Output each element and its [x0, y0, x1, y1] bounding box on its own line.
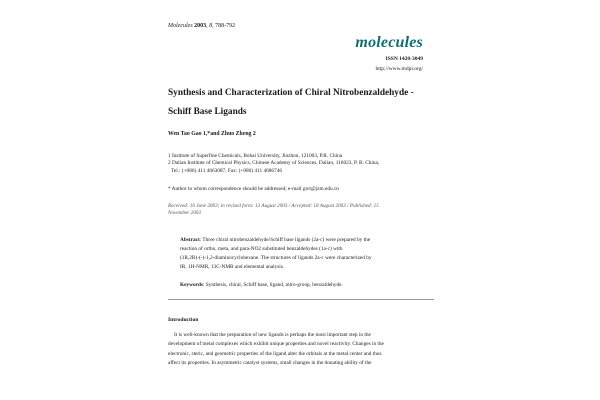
issn: ISSN 1420-3049	[385, 56, 423, 62]
journal-citation: Molecules 2003, 8, 788-792	[168, 23, 236, 29]
journal-name: Molecules	[168, 23, 193, 29]
abstract-line: reaction of ortho, meta, and para-NO2 substituted benzaldehydes (1a-c) with	[180, 246, 343, 252]
dates-line: November 2003	[168, 210, 201, 217]
abstract-line: : Three chiral nitrobenzaldehyde/Schiff base ligands (2a-c) were prepared by the	[199, 237, 371, 243]
affiliations	[168, 153, 434, 175]
abstract-line: (1R,2R)-(-)-1,2-diaminocyclohexane. The structures of ligands 2a-c were characterized by	[180, 255, 372, 261]
journal-pages: 788-792	[215, 23, 236, 29]
abstract-line: IR, 1H-NMR, 13C-NMR and elemental analysis.	[180, 264, 285, 270]
abstract-label: Abstract	[180, 237, 200, 243]
title-line: Synthesis and Characterization of Chiral Nitrobenzaldehyde -	[168, 88, 414, 98]
journal-logo: molecules	[355, 34, 423, 51]
introduction-body	[168, 331, 434, 369]
journal-year: 2003	[194, 23, 207, 29]
introduction-heading: Introduction	[168, 317, 199, 323]
authors: Wen Tao Gao 1,*and Zhuo Zheng 2	[168, 131, 256, 137]
abstract	[180, 236, 424, 272]
section-divider	[168, 299, 434, 300]
affiliation-line: 2 Dalian Institute of Chemical Physics, Chinese Academy of Sciences, Dalian, 116023, P. R. China,	[168, 160, 380, 167]
keywords-label: Keywords	[180, 282, 203, 288]
journal-url[interactable]: http://www.mdpi.org/	[375, 66, 423, 72]
intro-line: It is well-known that the preparation of new ligands is perhaps the most important step in the	[174, 332, 371, 338]
keywords	[180, 282, 424, 288]
intro-line: affect its properties. In asymmetric catalyst systems, small changes in the donating ability of the	[168, 360, 372, 367]
keywords-text: : Synthesis, chiral, Schiff base, ligand, nitro-group, benzaldehyde.	[202, 282, 343, 288]
publication-dates	[168, 203, 434, 218]
intro-line: development of metal complexes which exhibit unique properties and novel reactivity. Changes in the	[168, 341, 384, 348]
affiliation-line: 1 Institute of Superfine Chemicals, Bohai University, Jinzhou, 121003, P.R. China	[168, 153, 343, 159]
journal-volume: 8,	[209, 23, 214, 29]
affiliation-line: Tel.: (+086) 411 4663087, Fax: (+086) 411 4686746	[171, 167, 282, 174]
intro-line: electronic, steric, and geometric properties of the ligand alter the orbitals at the metal center and thus	[168, 350, 382, 357]
dates-line: Received: 10 June 2003; in revised form: 13 August 2003 / Accepted: 18 August 2003 / Published: 15	[168, 203, 379, 209]
correspondence-note: * Author to whom correspondence should be addressed; e-mail gwt@jzm.edu.cn	[168, 186, 339, 192]
title-line: Schiff Base Ligands	[168, 107, 247, 117]
paper-title	[168, 84, 438, 122]
